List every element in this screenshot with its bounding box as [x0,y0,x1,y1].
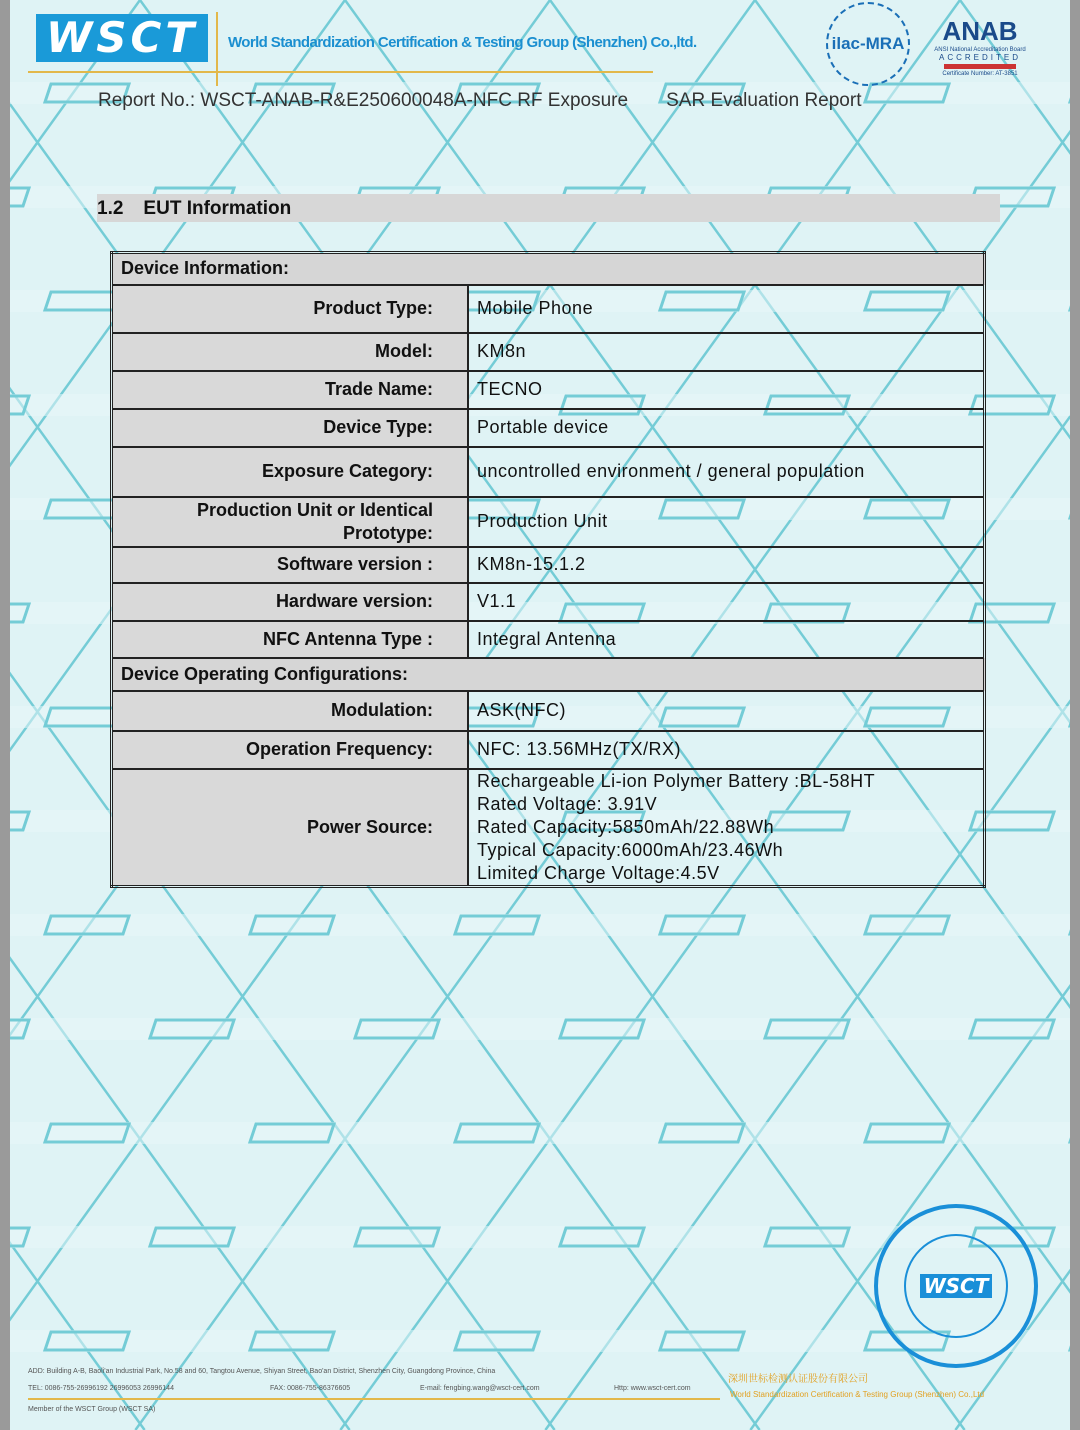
row-label: Modulation: [112,691,469,731]
row-label: NFC Antenna Type : [112,621,469,658]
row-label: Power Source: [112,769,469,887]
table-row [112,497,985,547]
footer-member: Member of the WSCT Group (WSCT SA) [28,1406,156,1413]
table-row [112,547,985,583]
anab-logo [924,16,1036,77]
footer-tel: TEL: 0086-755-26996192 26996053 26996144 [28,1385,174,1392]
row-label: Software version : [112,547,469,583]
row-value: V1.1 [468,583,985,621]
section-heading [97,194,1000,222]
table-row-power-source [112,769,985,887]
anab-cert: Certificate Number: AT-3851 [942,71,1018,77]
row-value: KM8n-15.1.2 [468,547,985,583]
row-value: Portable device [468,409,985,447]
row-value: uncontrolled environment / general population [468,447,985,497]
table-row [112,371,985,409]
section-title: EUT Information [143,198,292,219]
row-label: Exposure Category: [112,447,469,497]
config-header-row [112,658,985,691]
eut-info-table [110,251,986,888]
section-number: 1.2 [97,198,124,219]
footer-email: E-mail: fengbing.wang@wsct-cert.com [420,1385,540,1392]
page-edge-right [1070,0,1080,1430]
report-no-text: Report No.: WSCT-ANAB-R&E250600048A-NFC RF Exposure [98,90,629,111]
device-info-header: Device Information: [112,253,985,285]
company-name: World Standardization Certification & Testing Group (Shenzhen) Co.,ltd. [228,34,697,51]
company-seal [874,1204,1038,1368]
seal-logo: WSCT [920,1274,993,1298]
row-value: ASK(NFC) [468,691,985,731]
row-value: Production Unit [468,497,985,547]
footer-cn-name: 深圳世标检测认证股份有限公司 [728,1374,868,1385]
header-rule [28,71,653,73]
row-label: Model: [112,333,469,371]
device-info-header-row [112,253,985,285]
footer-rule [28,1398,720,1400]
anab-red-bar [944,64,1016,69]
power-line: Rated Capacity:5850mAh/22.88Wh [477,816,775,837]
anab-accredited: ACCREDITED [938,53,1021,62]
power-line: Rechargeable Li-ion Polymer Battery :BL-58HT [477,770,876,791]
table-row [112,691,985,731]
table-row [112,447,985,497]
row-value: NFC: 13.56MHz(TX/RX) [468,731,985,769]
table-row [112,409,985,447]
row-value: KM8n [468,333,985,371]
wsct-logo: WSCT [36,14,208,62]
row-value: Integral Antenna [468,621,985,658]
anab-title: ANAB [942,16,1018,46]
table-row [112,621,985,658]
power-line: Limited Charge Voltage:4.5V [477,862,720,883]
footer-en-name: World Standardization Certification & Testing Group (Shenzhen) Co.,Ltd [730,1390,985,1399]
table-row [112,285,985,333]
anab-sub: ANSI National Accreditation Board [934,47,1026,53]
row-label: Production Unit or Identical Prototype: [112,497,469,547]
ilac-mra-logo: ilac-MRA [826,2,910,86]
row-label: Product Type: [112,285,469,333]
table-row [112,731,985,769]
page-edge-left [0,0,10,1430]
report-number [98,90,861,112]
row-value: Mobile Phone [468,285,985,333]
seal-inner [904,1234,1008,1338]
row-label: Hardware version: [112,583,469,621]
row-label: Device Type: [112,409,469,447]
footer-http: Http: www.wsct-cert.com [614,1385,691,1392]
report-type: SAR Evaluation Report [666,90,862,111]
power-line: Rated Voltage: 3.91V [477,793,658,814]
table-row [112,583,985,621]
row-value: TECNO [468,371,985,409]
row-label: Operation Frequency: [112,731,469,769]
header-divider [216,12,218,86]
row-label: Trade Name: [112,371,469,409]
power-line: Typical Capacity:6000mAh/23.46Wh [477,839,784,860]
row-value [468,769,985,887]
table-row [112,333,985,371]
footer-fax: FAX: 0086-755-86376605 [270,1385,351,1392]
config-header: Device Operating Configurations: [112,658,985,691]
footer-address: ADD: Building A-B, Baoli'an Industrial Park, No.58 and 60, Tangtou Avenue, Shiyan Street, Bao'an District, Shenzhen City, Guangdong Province, China [28,1368,496,1375]
